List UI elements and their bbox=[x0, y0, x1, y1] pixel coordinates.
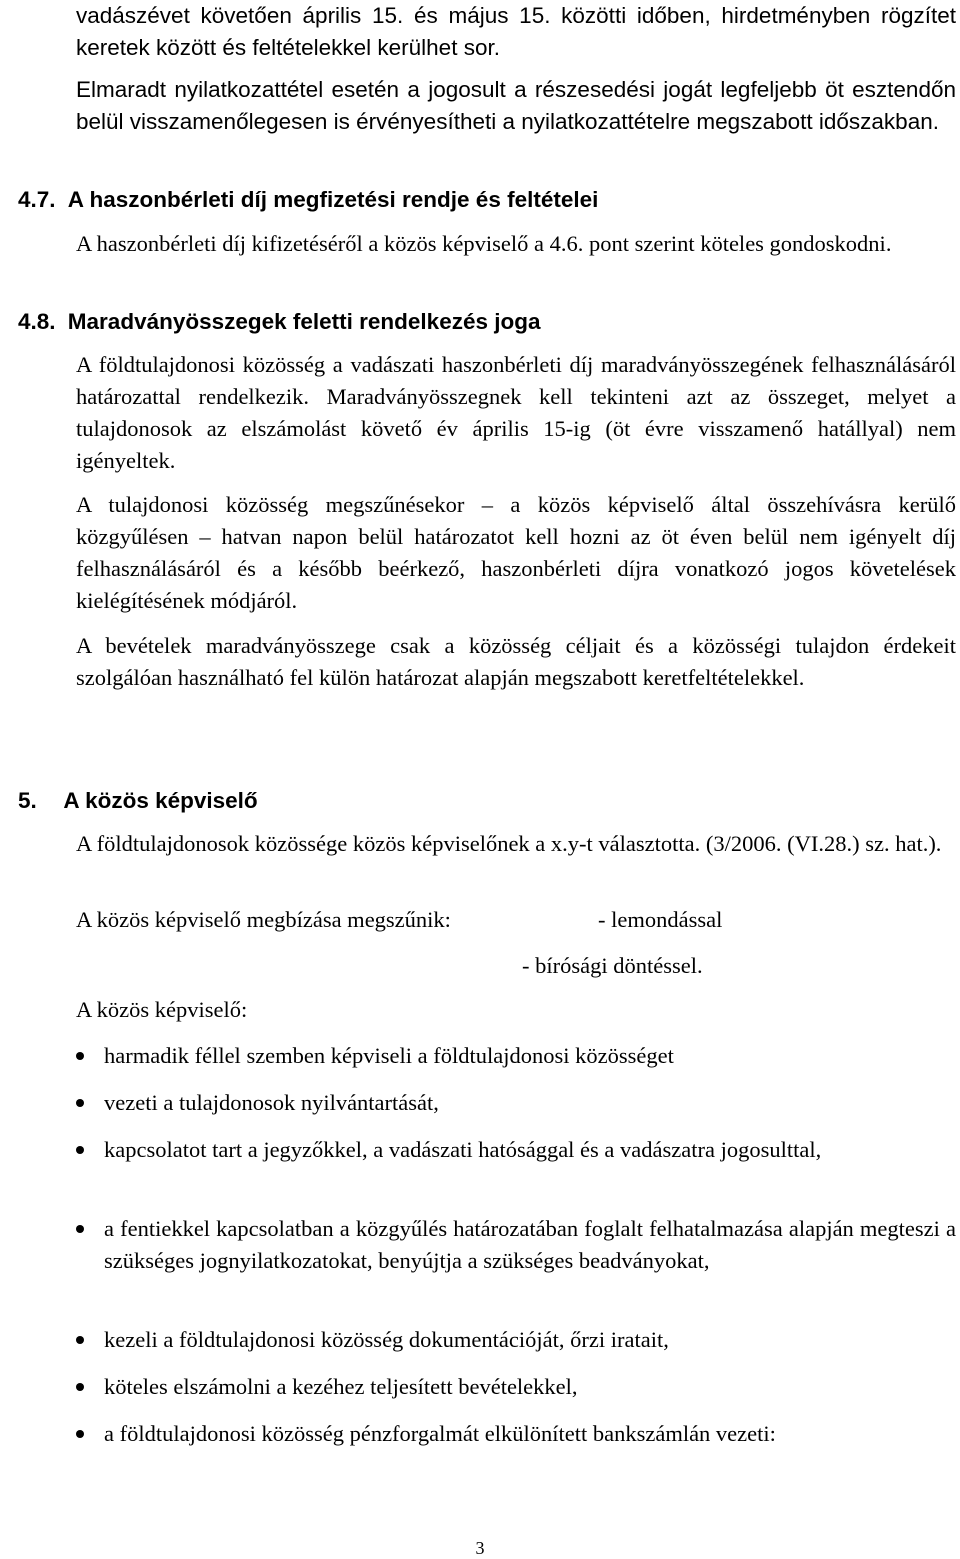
section-number: 5. bbox=[18, 788, 37, 813]
section-4-7-body: A haszonbérleti díj kifizetéséről a közös képviselő a 4.6. pont szerint köteles gondoskodni. bbox=[76, 231, 892, 256]
section-title: Maradványösszegek feletti rendelkezés joga bbox=[67, 309, 541, 334]
section-number: 4.8. bbox=[18, 309, 56, 334]
duty-list-item: köteles elszámolni a kezéhez teljesített bevételekkel, bbox=[104, 1374, 578, 1399]
duty-list-item: a földtulajdonosi közösség pénzforgalmát elkülönített bankszámlán vezeti: bbox=[104, 1421, 776, 1446]
bullet-icon bbox=[76, 1383, 84, 1391]
section-number: 4.7. bbox=[18, 187, 56, 212]
section-4-8-paragraph-3: A bevételek maradványösszege csak a közösség céljait és a közösségi tulajdon érdekeit szolgálóan használható fel külön határozat alapján megszabott keretfeltételekkel. bbox=[76, 633, 956, 690]
intro-paragraph-2: Elmaradt nyilatkozattétel esetén a jogosult a részesedési jogát legfeljebb öt esztendőn belül visszamenőlegesen is érvényesítheti a nyilatkozattételre megszabott időszakban. bbox=[76, 77, 956, 134]
termination-label: A közös képviselő megbízása megszűnik: bbox=[76, 907, 451, 932]
duties-label: A közös képviselő: bbox=[76, 997, 248, 1022]
section-title: A közös képviselő bbox=[63, 788, 258, 813]
duty-list-item: kapcsolatot tart a jegyzőkkel, a vadászati hatósággal és a vadászatra jogosulttal, bbox=[104, 1137, 822, 1162]
section-title: A haszonbérleti díj megfizetési rendje és feltételei bbox=[67, 187, 599, 212]
bullet-icon bbox=[76, 1099, 84, 1107]
duty-list-item: kezeli a földtulajdonosi közösség dokumentációját, őrzi iratait, bbox=[104, 1327, 669, 1352]
section-4-8-heading bbox=[18, 306, 541, 338]
termination-item-2: - bírósági döntéssel. bbox=[522, 953, 703, 978]
section-4-7-heading bbox=[18, 184, 598, 216]
termination-item-1: - lemondással bbox=[598, 907, 723, 932]
bullet-icon bbox=[76, 1052, 84, 1060]
duty-list-item: harmadik féllel szemben képviseli a földtulajdonosi közösséget bbox=[104, 1043, 674, 1068]
bullet-icon bbox=[76, 1336, 84, 1344]
section-5-heading bbox=[18, 785, 258, 817]
duty-list-item: a fentiekkel kapcsolatban a közgyűlés határozatában foglalt felhatalmazása alapján megteszi a szükséges jognyilatkozatokat, benyújtja a szükséges beadványokat, bbox=[104, 1216, 956, 1273]
section-4-8-paragraph-2: A tulajdonosi közösség megszűnésekor – a közös képviselő által összehívásra kerülő közgyűlésen – hatvan napon belül határozatot kell hozni az öt éven belül nem igényelt díj felhasználásáról és a később beérkező, haszonbérleti díjra vonatkozó jogos követelések kielégítésének módjáról. bbox=[76, 492, 956, 613]
page-number: 3 bbox=[475, 1538, 485, 1558]
bullet-icon bbox=[76, 1146, 84, 1154]
duty-list-item: vezeti a tulajdonosok nyilvántartását, bbox=[104, 1090, 439, 1115]
bullet-icon bbox=[76, 1430, 84, 1438]
section-5-paragraph-1: A földtulajdonosok közössége közös képviselőnek a x.y-t választotta. (3/2006. (VI.28.) sz. hat.). bbox=[76, 831, 942, 856]
intro-paragraph-1: vadászévet követően április 15. és május 15. közötti időben, hirdetményben rögzítet keretek között és feltételekkel kerülhet sor. bbox=[76, 3, 956, 60]
bullet-icon bbox=[76, 1225, 84, 1233]
section-4-8-paragraph-1: A földtulajdonosi közösség a vadászati haszonbérleti díj maradványösszegének felhasználásáról határozattal rendelkezik. Maradványösszegnek kell tekinteni azt az összeget, melyet a tulajdonosok az elszámolást követő év április 15-ig (öt évre visszamenő hatállyal) nem igényeltek. bbox=[76, 352, 956, 473]
